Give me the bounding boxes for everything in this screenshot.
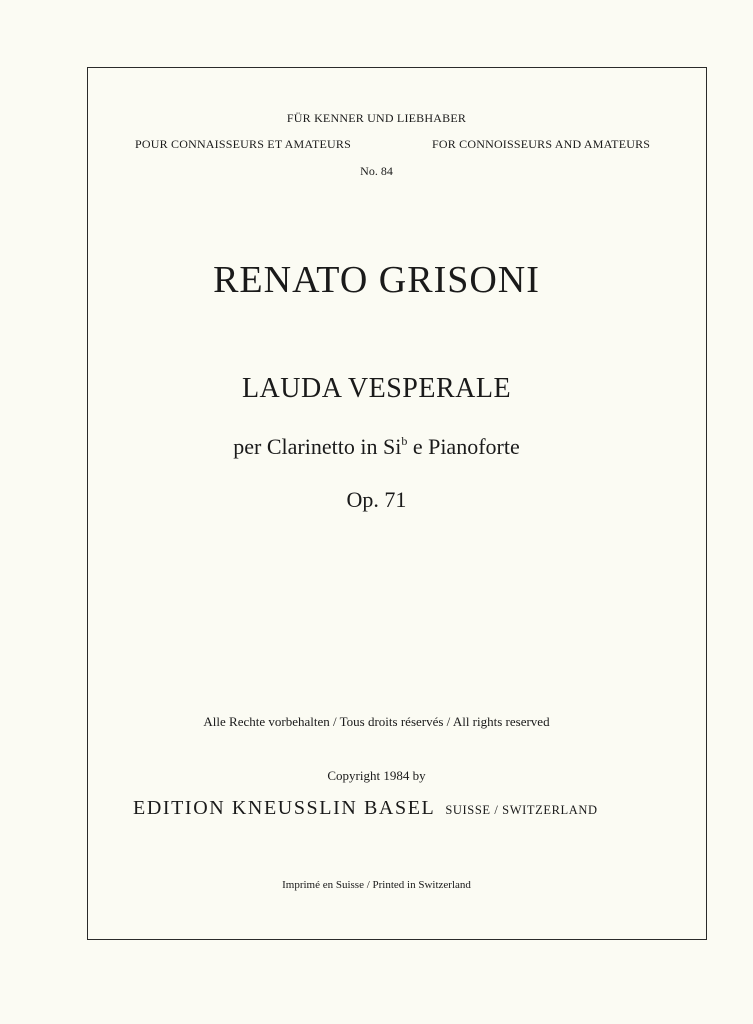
publisher-country: SUISSE / SWITZERLAND [445, 803, 598, 817]
flat-sign: b [401, 434, 408, 448]
instrumentation-suffix: e Pianoforte [407, 434, 520, 459]
instrumentation-prefix: per Clarinetto in Si [233, 434, 402, 459]
series-title-german: FÜR KENNER UND LIEBHABER [286, 111, 467, 125]
composer-name: RENATO GRISONI [213, 259, 540, 301]
series-title-french: POUR CONNAISSEURS ET AMATEURS [135, 137, 351, 151]
publisher-name: EDITION KNEUSSLIN BASEL [133, 797, 436, 819]
copyright-line: Copyright 1984 by [327, 768, 426, 783]
rights-notice: Alle Rechte vorbehalten / Tous droits réservés / All rights reserved [203, 714, 550, 729]
series-title-english: FOR CONNOISSEURS AND AMATEURS [432, 137, 651, 151]
opus-number: Op. 71 [346, 487, 407, 512]
work-instrumentation [0, 434, 753, 460]
work-title: LAUDA VESPERALE [241, 373, 512, 404]
publisher-line [133, 797, 598, 820]
series-number: No. 84 [360, 164, 393, 178]
printed-in-notice: Imprimé en Suisse / Printed in Switzerland [282, 879, 471, 891]
